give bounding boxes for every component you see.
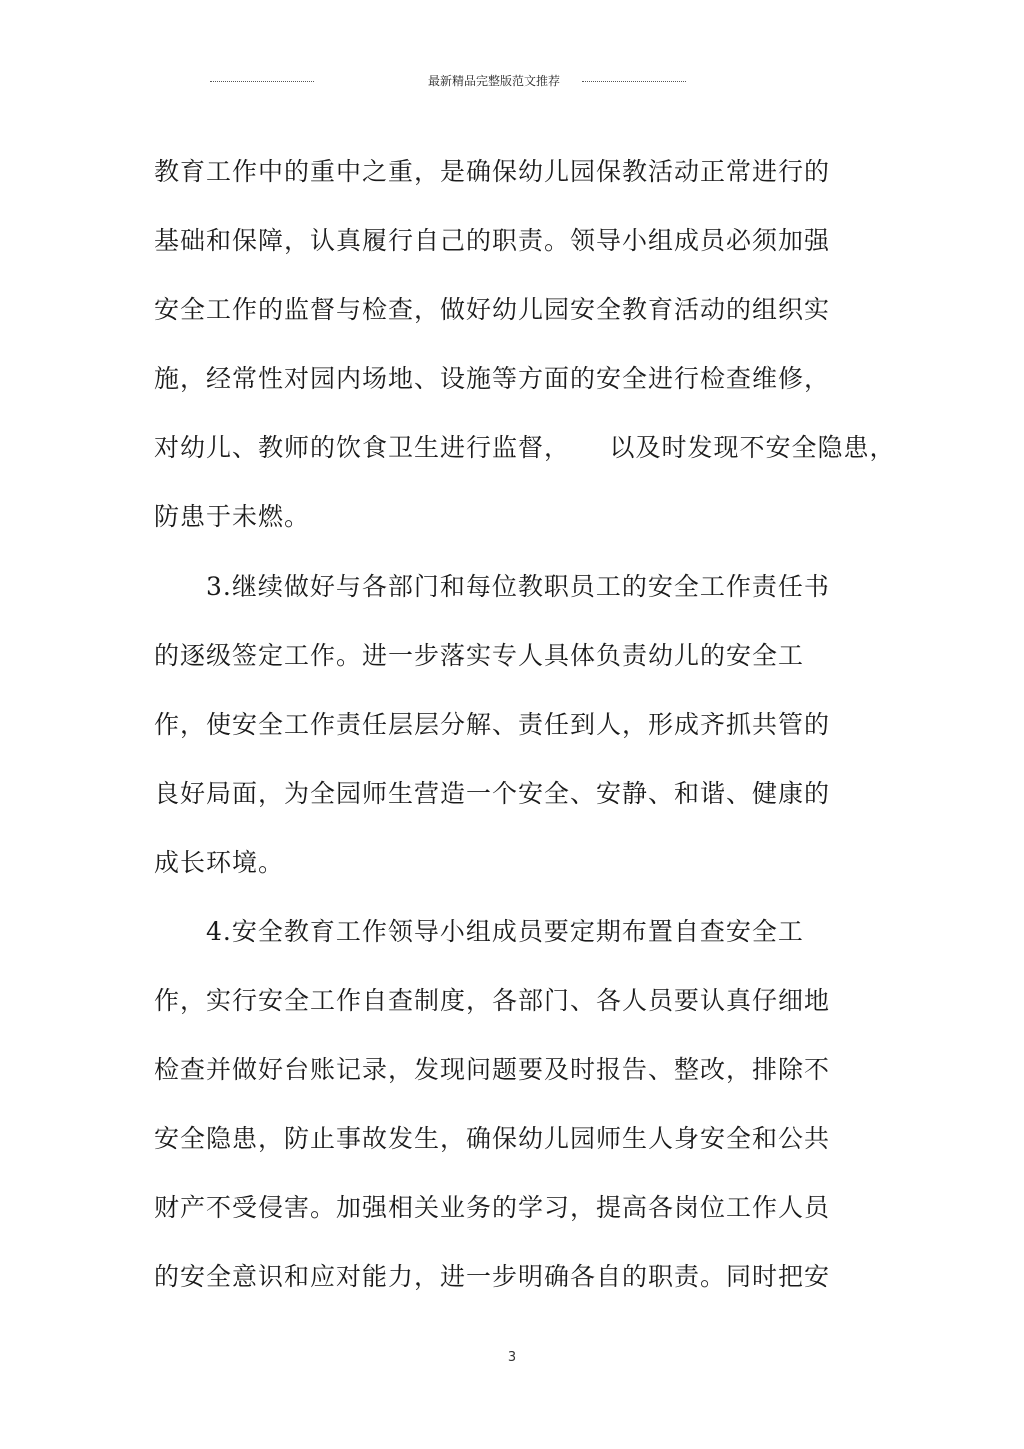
body-line: 教育工作中的重中之重，是确保幼儿园保教活动正常进行的 bbox=[154, 157, 831, 186]
page-header bbox=[0, 72, 1024, 92]
header-rule-right bbox=[582, 81, 686, 82]
body-line: 财产不受侵害。加强相关业务的学习，提高各岗位工作人员 bbox=[154, 1193, 831, 1222]
body-line: 的安全意识和应对能力，进一步明确各自的职责。同时把安 bbox=[154, 1262, 831, 1291]
body-line: 基础和保障，认真履行自己的职责。领导小组成员必须加强 bbox=[154, 226, 831, 255]
body-line: 安全工作的监督与检查，做好幼儿园安全教育活动的组织实 bbox=[154, 295, 831, 324]
body-line: 安全隐患，防止事故发生，确保幼儿园师生人身安全和公共 bbox=[154, 1124, 831, 1153]
paragraph-start-3: 3.继续做好与各部门和每位教职员工的安全工作责任书 bbox=[206, 572, 830, 601]
body-line: 防患于未燃。 bbox=[154, 502, 311, 531]
header-rule-left bbox=[210, 81, 314, 82]
body-line: 作，使安全工作责任层层分解、责任到人，形成齐抓共管的 bbox=[154, 710, 831, 739]
header-title: 最新精品完整版范文推荐 bbox=[428, 74, 561, 88]
body-line: 的逐级签定工作。进一步落实专人具体负责幼儿的安全工 bbox=[154, 641, 805, 670]
page-number: 3 bbox=[507, 1350, 517, 1365]
body-line: 作，实行安全工作自查制度，各部门、各人员要认真仔细地 bbox=[154, 986, 831, 1015]
body-line: 检查并做好台账记录，发现问题要及时报告、整改，排除不 bbox=[154, 1055, 831, 1084]
body-line: 良好局面，为全园师生营造一个安全、安静、和谐、健康的 bbox=[154, 779, 831, 808]
body-line: 施，经常性对园内场地、设施等方面的安全进行检查维修， bbox=[154, 364, 831, 393]
paragraph-start-4: 4.安全教育工作领导小组成员要定期布置自查安全工 bbox=[206, 917, 804, 946]
body-line: 对幼儿、教师的饮食卫生进行监督， 以及时发现不安全隐患， bbox=[154, 433, 896, 462]
body-line: 成长环境。 bbox=[154, 848, 285, 877]
